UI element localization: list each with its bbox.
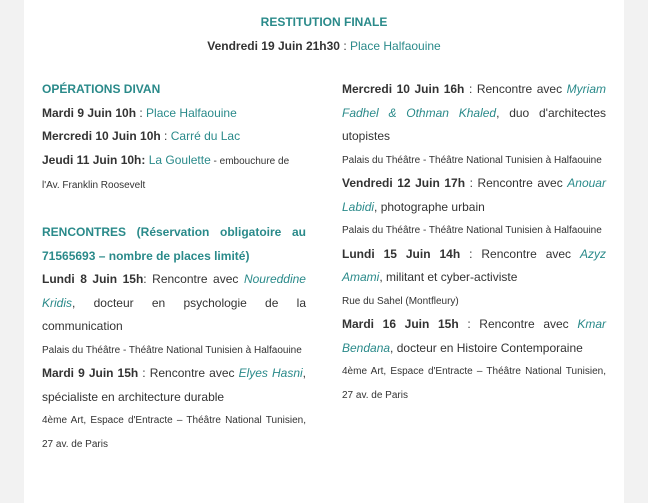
guest-description: , militant et cyber-activiste — [379, 270, 518, 284]
separator: : Rencontre avec — [138, 366, 239, 380]
guest-description: , photographe urbain — [374, 199, 485, 214]
separator: : Rencontre avec — [460, 246, 580, 261]
program-page — [24, 0, 624, 503]
divan-item — [42, 102, 306, 126]
guest-name: Kmar Bendana — [342, 317, 607, 355]
separator: : Rencontre avec — [465, 176, 568, 190]
venue: Palais du Théâtre - Théâtre National Tunisien à Halfaouine — [42, 344, 302, 356]
event-place: Place Halfaouine — [146, 105, 237, 120]
separator: : Rencontre avec — [458, 317, 578, 331]
event-date: Mardi 9 Juin 15h — [42, 366, 139, 380]
guest-description: , spécialiste en architecture durable — [42, 366, 306, 404]
meeting-item — [342, 172, 606, 219]
guest-name: Noureddine Kridis — [42, 272, 306, 310]
meeting-item — [342, 243, 606, 290]
final-event-place: Place Halfaouine — [350, 39, 441, 53]
separator: : Rencontre avec — [143, 272, 244, 286]
guest-name: Elyes Hasni — [238, 366, 303, 380]
separator: : — [136, 105, 147, 120]
separator: : — [339, 39, 350, 53]
meeting-item — [342, 313, 606, 360]
event-place: Carré du Lac — [170, 129, 241, 143]
event-date: Mercredi 10 Juin 10h — [42, 129, 161, 143]
meeting-item — [42, 268, 306, 339]
final-event-line — [24, 38, 624, 54]
event-place: La Goulette — [148, 152, 211, 167]
guest-name: Azyz Amami — [342, 246, 606, 284]
guest-description: , duo d'architectes utopistes — [342, 105, 607, 143]
guest-description: , docteur en psychologie de la communication — [42, 295, 306, 333]
event-date: Vendredi 12 Juin 17h — [342, 176, 466, 190]
meeting-item — [42, 362, 306, 409]
guest-name: Myriam Fadhel & Othman Khaled — [342, 82, 606, 120]
event-date: Mardi 16 Juin 15h — [342, 317, 459, 331]
event-date: Lundi 15 Juin 14h — [342, 246, 461, 261]
venue: 4ème Art, Espace d'Entracte – Théâtre National Tunisien, 27 av. de Paris — [342, 366, 606, 401]
final-event-date: Vendredi 19 Juin 21h30 — [207, 39, 340, 53]
divan-item — [42, 125, 306, 149]
separator: : Rencontre avec — [464, 82, 567, 96]
venue: Palais du Théâtre - Théâtre National Tunisien à Halfaouine — [342, 225, 602, 236]
left-column — [42, 78, 306, 456]
separator: : — [160, 129, 171, 143]
header — [24, 14, 624, 54]
venue: Rue du Sahel (Montfleury) — [342, 295, 459, 307]
section-heading-divan: OPÉRATIONS DIVAN — [42, 82, 161, 96]
event-date: Jeudi 11 Juin 10h: — [42, 152, 146, 167]
right-column — [342, 78, 606, 407]
event-note: - embouchure de l'Av. Franklin Roosevelt — [42, 155, 290, 191]
guest-description: , docteur en Histoire Contemporaine — [390, 340, 583, 355]
guest-name: Anouar Labidi — [342, 176, 606, 214]
page-title: RESTITUTION FINALE — [260, 15, 388, 29]
section-heading-rencontres: RENCONTRES (Réservation obligatoire au 71565693 – nombre de places limité) — [42, 225, 306, 263]
event-date: Mardi 9 Juin 10h — [42, 105, 137, 120]
event-date: Mercredi 10 Juin 16h — [342, 82, 465, 96]
venue: 4ème Art, Espace d'Entracte – Théâtre National Tunisien, 27 av. de Paris — [42, 415, 306, 450]
venue: Palais du Théâtre - Théâtre National Tunisien à Halfaouine — [342, 154, 602, 166]
event-date: Lundi 8 Juin 15h — [42, 272, 144, 286]
meeting-item — [342, 78, 606, 149]
divan-item — [42, 149, 306, 198]
